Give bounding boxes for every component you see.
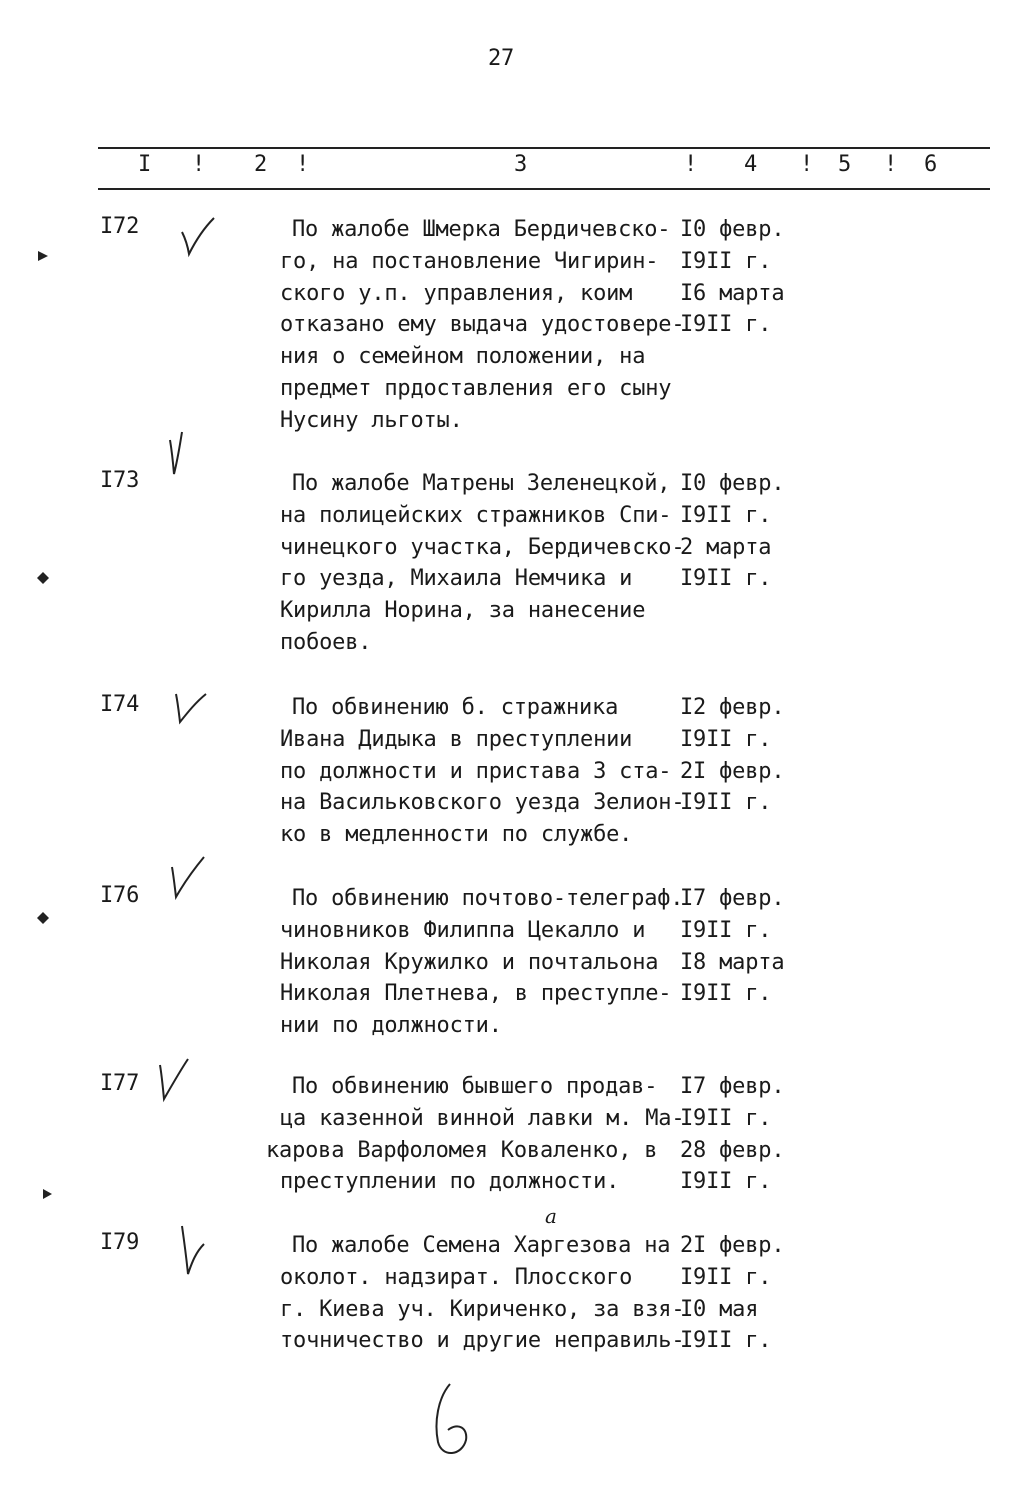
entry-description: По жалобе Семена Харгезова на околот. надзират. Плосского г. Киева уч. Кириченко, за взя- точничество и другие неправиль- — [280, 1233, 685, 1354]
handwritten-correction: а — [545, 1204, 557, 1228]
entry-dates: I7 февр. I9II г. 28 февр. I9II г. — [680, 1074, 785, 1195]
checkmark-icon — [170, 857, 210, 909]
checkmark-icon — [180, 1226, 210, 1292]
handwritten-note — [428, 1382, 488, 1466]
entry-dates: 2I февр. I9II г. I0 мая I9II г. — [680, 1233, 785, 1354]
table-header-row — [98, 150, 990, 184]
punch-hole-icon — [40, 1186, 52, 1198]
entry-description: По обвинению бывшего продав- ца казенной винной лавки м. Ма- карова Варфоломея Коваленко, в преступлении по должности. — [266, 1074, 685, 1195]
header-col-4: 4 — [744, 152, 758, 177]
header-col-1: I — [138, 152, 152, 177]
entry-description: По обвинению б. стражника Ивана Дидыка в преступлении по должности и пристава 3 ста- на Васильковского уезда Зелион- ко в медленности по службе. — [280, 695, 685, 848]
header-separator: ! — [884, 152, 898, 177]
header-separator: ! — [192, 152, 206, 177]
entry-number: I74 — [100, 692, 140, 717]
entry-description: По жалобе Матрены Зеленецкой, на полицейских стражников Спи- чинецкого участка, Бердичевско- го уезда, Михаила Немчика и Кирилла Норина, за нанесение побоев. — [280, 471, 685, 655]
header-col-6: 6 — [924, 152, 938, 177]
entry-description: По жалобе Шмерка Бердичевско- го, на постановление Чигирин- ского у.п. управления, коим отказано ему выдача удостовере- ния о семейном положении, на предмет прдоставления его сыну Нусину льготы. — [280, 217, 685, 433]
punch-hole-icon — [36, 910, 48, 922]
header-separator: ! — [684, 152, 698, 177]
entry-number: I76 — [100, 883, 140, 908]
entry-number: I77 — [100, 1071, 140, 1096]
entry-dates: I0 февр. I9II г. 2 марта I9II г. — [680, 471, 785, 592]
checkmark-icon — [158, 1059, 194, 1109]
checkmark-icon — [180, 218, 220, 264]
entry-dates: I2 февр. I9II г. 2I февр. I9II г. — [680, 695, 785, 816]
checkmark-icon — [166, 432, 196, 488]
entry-description: По обвинению почтово-телеграф. чиновников Филиппа Цекалло и Николая Кружилко и почтальона Николая Плетнева, в преступле- нии по должности. — [280, 886, 684, 1039]
header-col-3: 3 — [514, 152, 528, 177]
checkmark-icon — [174, 694, 210, 732]
header-col-5: 5 — [838, 152, 852, 177]
entry-number: I79 — [100, 1230, 140, 1255]
header-separator: ! — [800, 152, 814, 177]
header-col-2: 2 — [254, 152, 268, 177]
entry-dates: I7 февр. I9II г. I8 марта I9II г. — [680, 886, 785, 1007]
table-header-bottom-rule — [98, 188, 990, 190]
entry-number: I73 — [100, 468, 140, 493]
table-top-rule — [98, 147, 990, 149]
page-number: 27 — [488, 46, 515, 71]
header-separator: ! — [296, 152, 310, 177]
punch-hole-icon — [36, 248, 48, 260]
entry-dates: I0 февр. I9II г. I6 марта I9II г. — [680, 217, 785, 338]
entry-number: I72 — [100, 214, 140, 239]
punch-hole-icon — [36, 570, 48, 582]
